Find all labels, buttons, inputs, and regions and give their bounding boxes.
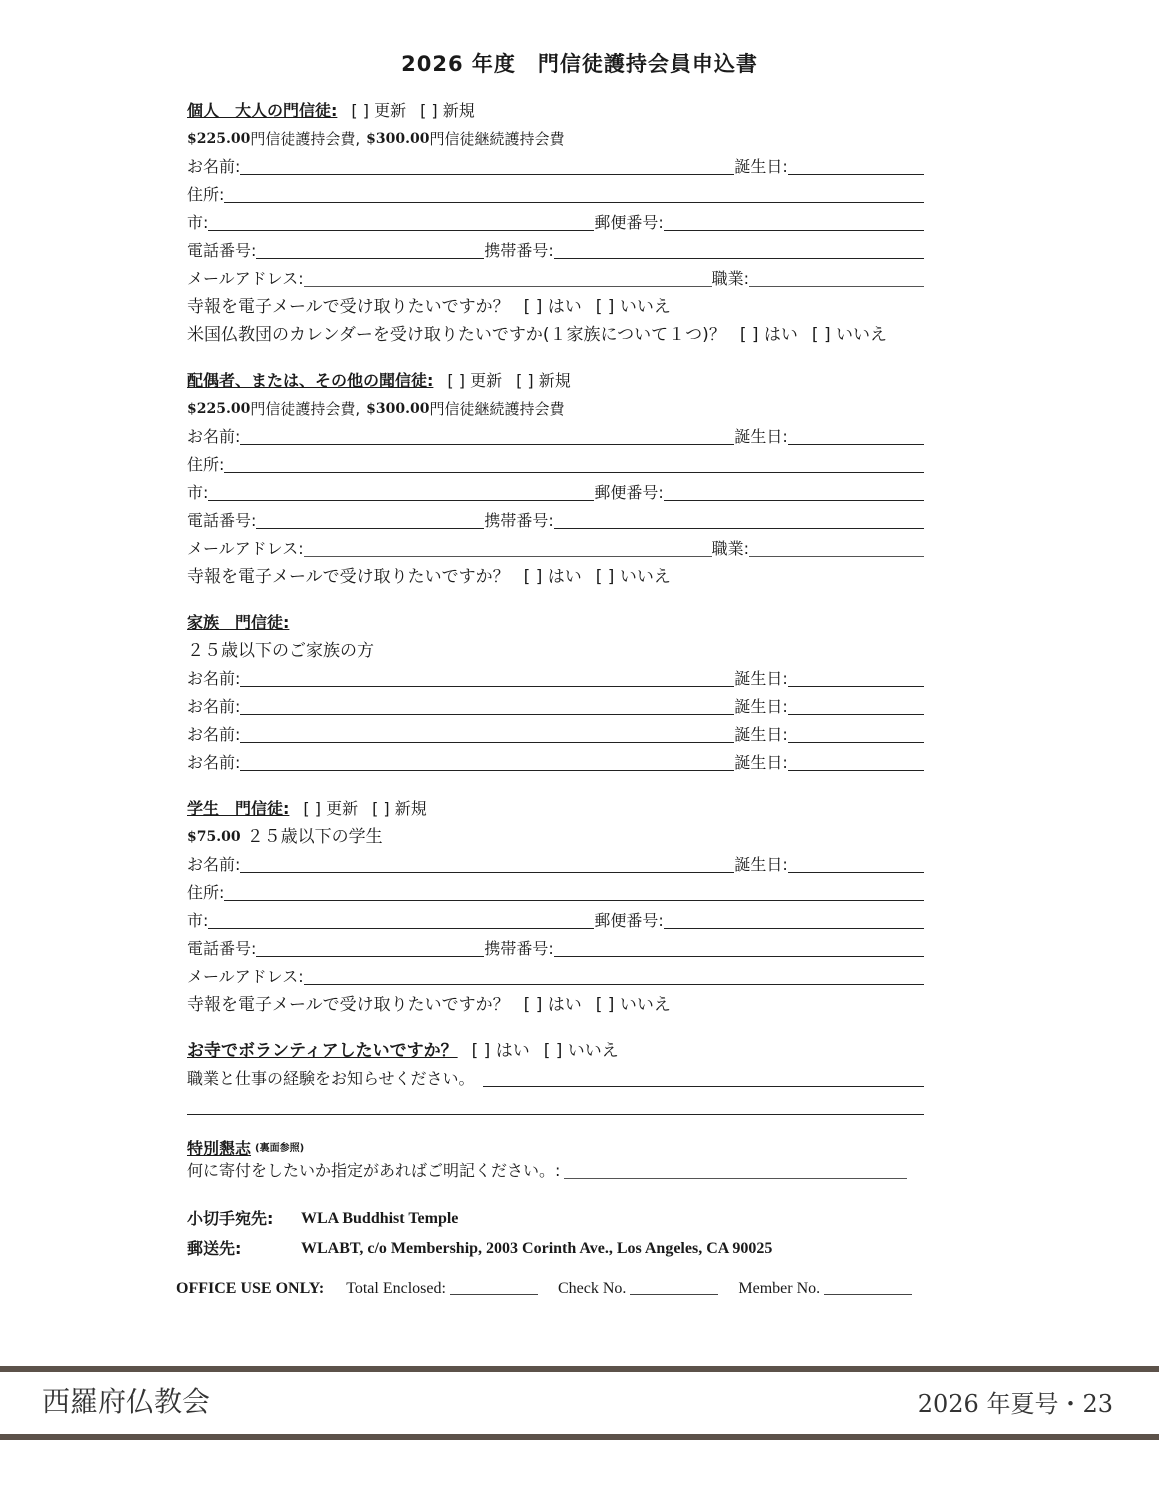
mobile-label: 携帯番号: <box>484 939 554 958</box>
volunteer-yes-checkbox[interactable]: [ ] はい <box>471 1041 530 1061</box>
family-subtitle: ２５歳以下のご家族の方 <box>187 641 374 661</box>
birthday-label: 誕生日: <box>734 157 788 176</box>
student-email-row <box>187 964 924 988</box>
mail-label: 郵送先: <box>187 1239 242 1258</box>
phone-label: 電話番号: <box>187 241 257 260</box>
city-label: 市: <box>187 483 209 502</box>
spouse-renew-checkbox[interactable]: [ ] 更新 <box>447 371 503 390</box>
family-name-row <box>187 722 924 746</box>
birthday-field[interactable] <box>788 770 924 771</box>
fee-amount: $225.00 <box>187 131 251 147</box>
address-label: 住所: <box>187 185 225 204</box>
phone-label: 電話番号: <box>187 939 257 958</box>
name-label: お名前: <box>187 669 241 688</box>
zip-field[interactable] <box>664 230 924 231</box>
mobile-label: 携帯番号: <box>484 511 554 530</box>
special-text: 何に寄付をしたいか指定があればご明記ください。: <box>187 1161 561 1180</box>
special-field[interactable] <box>564 1178 907 1179</box>
office-use-row <box>176 1280 976 1298</box>
zip-label: 郵便番号: <box>594 483 664 502</box>
individual-fee-row <box>187 126 924 150</box>
volunteer-header: お寺でボランティアしたいですか？ <box>187 1041 458 1061</box>
birthday-field[interactable] <box>788 686 924 687</box>
city-field[interactable] <box>208 928 594 929</box>
calendar-question: 米国仏教団のカレンダーを受け取りたいですか(１家族について１つ)？ <box>187 325 726 345</box>
fee-amount: $300.00 <box>366 131 430 147</box>
student-header-row <box>187 796 924 820</box>
name-field[interactable] <box>240 872 734 873</box>
fee-label: 門信徒護持会費, <box>250 400 361 418</box>
student-phone-row <box>187 936 924 960</box>
student-newsletter-row <box>187 992 924 1016</box>
phone-label: 電話番号: <box>187 511 257 530</box>
student-new-checkbox[interactable]: [ ] 新規 <box>372 799 427 818</box>
fee-label: ２５歳以下の学生 <box>246 827 383 847</box>
spouse-address-row <box>187 452 924 476</box>
experience-field[interactable] <box>483 1086 924 1087</box>
mobile-field[interactable] <box>554 528 924 529</box>
name-field[interactable] <box>240 444 734 445</box>
email-label: メールアドレス: <box>187 539 304 558</box>
newsletter-yes-checkbox[interactable]: [ ] はい <box>523 995 582 1015</box>
email-field[interactable] <box>304 556 712 557</box>
occupation-label: 職業: <box>711 539 749 558</box>
footer-bottom-bar <box>0 1434 1159 1440</box>
spouse-email-row <box>187 536 924 560</box>
individual-renew-checkbox[interactable]: [ ] 更新 <box>351 101 407 120</box>
zip-field[interactable] <box>664 500 924 501</box>
individual-name-row <box>187 154 924 178</box>
total-enclosed-label: Total Enclosed: <box>346 1280 446 1297</box>
mobile-field[interactable] <box>554 956 924 957</box>
member-no-label: Member No. <box>738 1280 821 1297</box>
student-name-row <box>187 852 924 876</box>
spouse-newsletter-row <box>187 564 924 588</box>
payable-row <box>187 1206 924 1230</box>
name-field[interactable] <box>240 714 734 715</box>
newsletter-yes-checkbox[interactable]: [ ] はい <box>523 567 582 587</box>
individual-calendar-row <box>187 322 924 346</box>
fee-label: 門信徒継続護持会費 <box>429 130 565 148</box>
address-field[interactable] <box>224 900 924 901</box>
student-header: 学生 門信徒: <box>187 799 290 818</box>
mobile-label: 携帯番号: <box>484 241 554 260</box>
individual-new-checkbox[interactable]: [ ] 新規 <box>420 101 475 120</box>
student-fee-row <box>187 824 924 848</box>
name-field[interactable] <box>240 686 734 687</box>
volunteer-experience-row-2 <box>187 1094 924 1118</box>
check-no-label: Check No. <box>557 1280 627 1297</box>
newsletter-question: 寺報を電子メールで受け取りたいですか？ <box>187 995 510 1015</box>
address-field[interactable] <box>224 202 924 203</box>
address-label: 住所: <box>187 455 225 474</box>
experience-field-2[interactable] <box>187 1114 924 1115</box>
zip-field[interactable] <box>664 928 924 929</box>
zip-label: 郵便番号: <box>594 213 664 232</box>
spouse-phone-row <box>187 508 924 532</box>
fee-amount: $225.00 <box>187 401 251 417</box>
name-field[interactable] <box>240 742 734 743</box>
fee-label: 門信徒継続護持会費 <box>429 400 565 418</box>
fee-label: 門信徒護持会費, <box>250 130 361 148</box>
student-city-row <box>187 908 924 932</box>
family-name-row <box>187 750 924 774</box>
newsletter-yes-checkbox[interactable]: [ ] はい <box>523 297 582 317</box>
special-header-row <box>187 1136 924 1160</box>
fee-amount: $300.00 <box>366 401 430 417</box>
email-label: メールアドレス: <box>187 269 304 288</box>
birthday-field[interactable] <box>788 714 924 715</box>
individual-phone-row <box>187 238 924 262</box>
city-field[interactable] <box>208 500 594 501</box>
check-no-field[interactable] <box>630 1294 718 1295</box>
individual-header: 個人 大人の門信徒: <box>187 101 338 120</box>
newsletter-no-checkbox[interactable]: [ ] いいえ <box>595 297 671 317</box>
occupation-field[interactable] <box>749 286 924 287</box>
phone-field[interactable] <box>256 528 484 529</box>
birthday-label: 誕生日: <box>734 725 788 744</box>
family-header-row <box>187 610 924 634</box>
payable-label: 小切手宛先: <box>187 1209 274 1228</box>
city-field[interactable] <box>208 230 594 231</box>
name-label: お名前: <box>187 427 241 446</box>
family-name-row <box>187 694 924 718</box>
spouse-header: 配偶者、または、その他の聞信徒: <box>187 371 434 390</box>
zip-label: 郵便番号: <box>594 911 664 930</box>
page-title: 2026 年度 門信徒護持会員申込書 <box>401 52 758 76</box>
payable-value: WLA Buddhist Temple <box>301 1210 459 1227</box>
student-renew-checkbox[interactable]: [ ] 更新 <box>303 799 359 818</box>
birthday-label: 誕生日: <box>734 855 788 874</box>
individual-address-row <box>187 182 924 206</box>
mail-value: WLABT, c/o Membership, 2003 Corinth Ave., Los Angeles, CA 90025 <box>301 1240 773 1257</box>
birthday-label: 誕生日: <box>734 697 788 716</box>
mobile-field[interactable] <box>554 258 924 259</box>
individual-header-row <box>187 98 924 122</box>
city-label: 市: <box>187 213 209 232</box>
office-label: OFFICE USE ONLY: <box>176 1280 325 1297</box>
newsletter-question: 寺報を電子メールで受け取りたいですか？ <box>187 297 510 317</box>
newsletter-no-checkbox[interactable]: [ ] いいえ <box>595 567 671 587</box>
spouse-city-row <box>187 480 924 504</box>
calendar-yes-checkbox[interactable]: [ ] はい <box>739 325 798 345</box>
phone-field[interactable] <box>256 258 484 259</box>
email-label: メールアドレス: <box>187 967 304 986</box>
name-label: お名前: <box>187 753 241 772</box>
member-no-field[interactable] <box>824 1294 912 1295</box>
spouse-name-row <box>187 424 924 448</box>
individual-newsletter-row <box>187 294 924 318</box>
birthday-label: 誕生日: <box>734 669 788 688</box>
volunteer-no-checkbox[interactable]: [ ] いいえ <box>543 1041 619 1061</box>
name-label: お名前: <box>187 157 241 176</box>
footer-organization: 西羅府仏教会 <box>42 1385 211 1418</box>
experience-label: 職業と仕事の経験をお知らせください。 <box>187 1069 475 1088</box>
name-label: お名前: <box>187 697 241 716</box>
birthday-label: 誕生日: <box>734 753 788 772</box>
spouse-header-row <box>187 368 924 392</box>
student-address-row <box>187 880 924 904</box>
spouse-new-checkbox[interactable]: [ ] 新規 <box>516 371 571 390</box>
birthday-field[interactable] <box>788 174 924 175</box>
newsletter-question: 寺報を電子メールで受け取りたいですか？ <box>187 567 510 587</box>
family-name-row <box>187 666 924 690</box>
calendar-no-checkbox[interactable]: [ ] いいえ <box>811 325 887 345</box>
fee-amount: $75.00 <box>187 829 241 845</box>
individual-city-row <box>187 210 924 234</box>
city-label: 市: <box>187 911 209 930</box>
birthday-field[interactable] <box>788 872 924 873</box>
special-note: (裏面参照) <box>255 1143 305 1154</box>
total-enclosed-field[interactable] <box>450 1294 538 1295</box>
email-field[interactable] <box>304 286 712 287</box>
name-label: お名前: <box>187 855 241 874</box>
footer-issue: 2026 年夏号・23 <box>917 1390 1113 1418</box>
footer-top-bar <box>0 1366 1159 1372</box>
email-field[interactable] <box>304 984 924 985</box>
individual-email-row <box>187 266 924 290</box>
family-header: 家族 門信徒: <box>187 613 290 632</box>
volunteer-experience-row <box>187 1066 924 1090</box>
birthday-field[interactable] <box>788 742 924 743</box>
occupation-label: 職業: <box>711 269 749 288</box>
phone-field[interactable] <box>256 956 484 957</box>
family-subtitle-row <box>187 638 924 662</box>
special-text-row <box>187 1158 907 1182</box>
spouse-fee-row <box>187 396 924 420</box>
birthday-field[interactable] <box>788 444 924 445</box>
address-label: 住所: <box>187 883 225 902</box>
name-field[interactable] <box>240 770 734 771</box>
volunteer-header-row <box>187 1038 924 1062</box>
mail-row <box>187 1236 924 1260</box>
birthday-label: 誕生日: <box>734 427 788 446</box>
special-header: 特別懇志 <box>187 1139 252 1158</box>
address-field[interactable] <box>224 472 924 473</box>
occupation-field[interactable] <box>749 556 924 557</box>
name-label: お名前: <box>187 725 241 744</box>
name-field[interactable] <box>240 174 734 175</box>
newsletter-no-checkbox[interactable]: [ ] いいえ <box>595 995 671 1015</box>
